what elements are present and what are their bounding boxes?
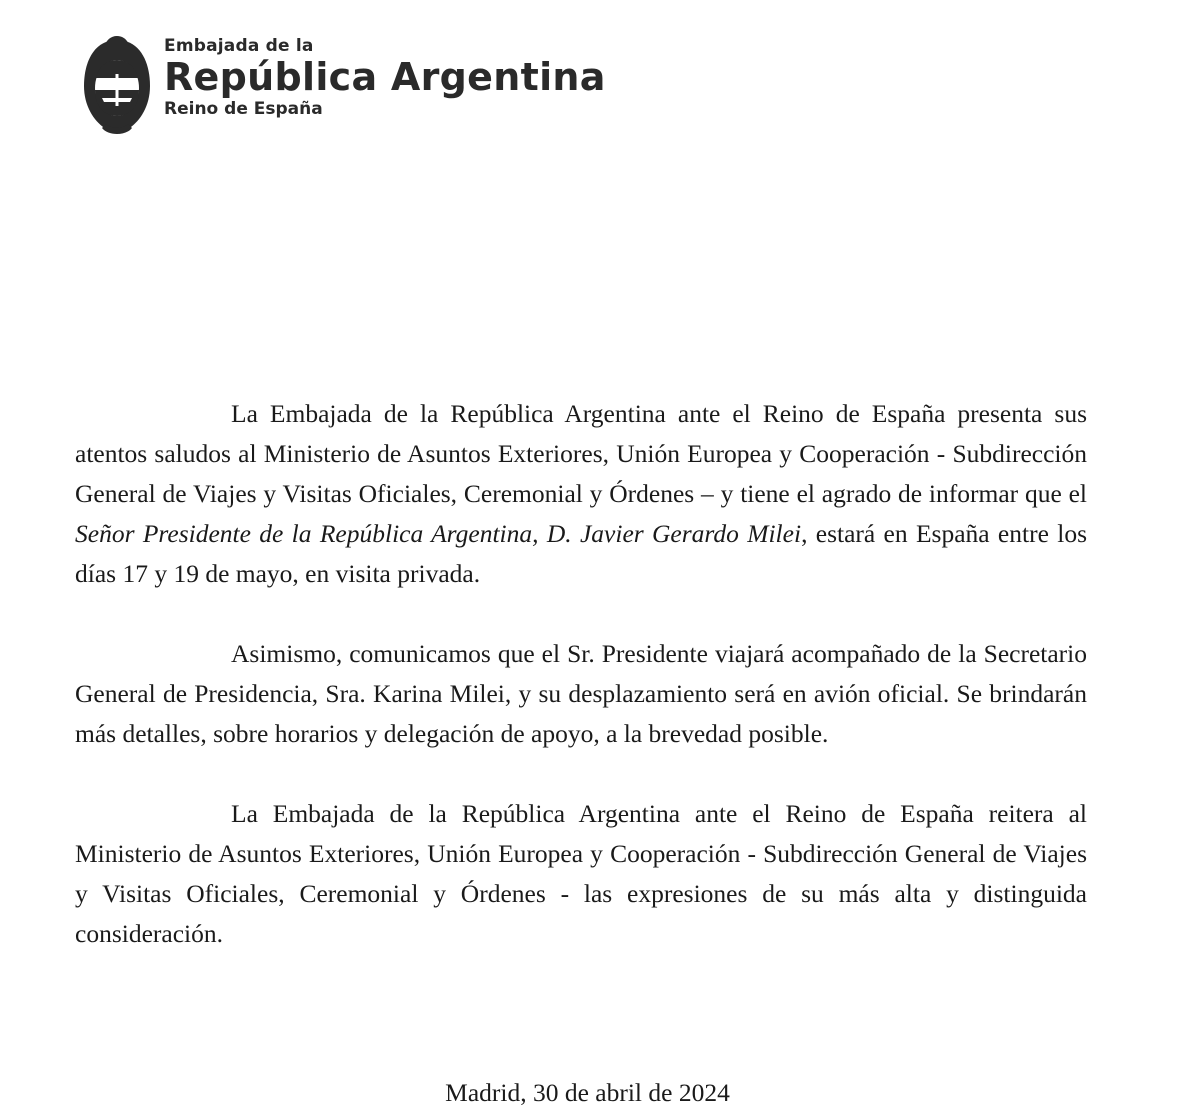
letterhead-host-country: Reino de España bbox=[164, 99, 323, 119]
letterhead-country-name: República Argentina bbox=[164, 55, 606, 99]
letterhead-embassy-label: Embajada de la bbox=[164, 36, 314, 56]
paragraph-announcement-part1: La Embajada de la República Argentina ante el Reino de España presenta sus atentos saludos al Ministerio de Asuntos Exteriores, Unión Europea y Cooperación - Subdirección General de Viajes y Visitas Oficiales, Ceremonial y Órdenes – y tiene el agrado de informar que el bbox=[75, 399, 1087, 508]
president-name-italic: Señor Presidente de la República Argentina, D. Javier Gerardo Milei bbox=[75, 519, 802, 548]
letter-body bbox=[75, 394, 1087, 954]
paragraph-closing: La Embajada de la República Argentina ante el Reino de España reitera al Ministerio de Asuntos Exteriores, Unión Europea y Cooperación - Subdirección General de Viajes y Visitas Oficiales, Ceremonial y Órdenes - las expresiones de su más alta y distinguida consideración. bbox=[75, 799, 1087, 948]
paragraph-announcement bbox=[75, 394, 1087, 594]
letterhead-text bbox=[164, 36, 606, 119]
date-line: Madrid, 30 de abril de 2024 bbox=[445, 1078, 730, 1107]
paragraph-announcement-part2: , estará en España entre los días 17 y 19 de mayo, en visita privada. bbox=[75, 519, 1087, 588]
paragraph-travel-details: Asimismo, comunicamos que el Sr. Presidente viajará acompañado de la Secretario General de Presidencia, Sra. Karina Milei, y su desplazamiento será en avión oficial. Se brindarán más detalles, sobre horarios y delegación de apoyo, a la brevedad posible. bbox=[75, 639, 1087, 748]
argentine-coat-of-arms-icon bbox=[80, 34, 154, 140]
